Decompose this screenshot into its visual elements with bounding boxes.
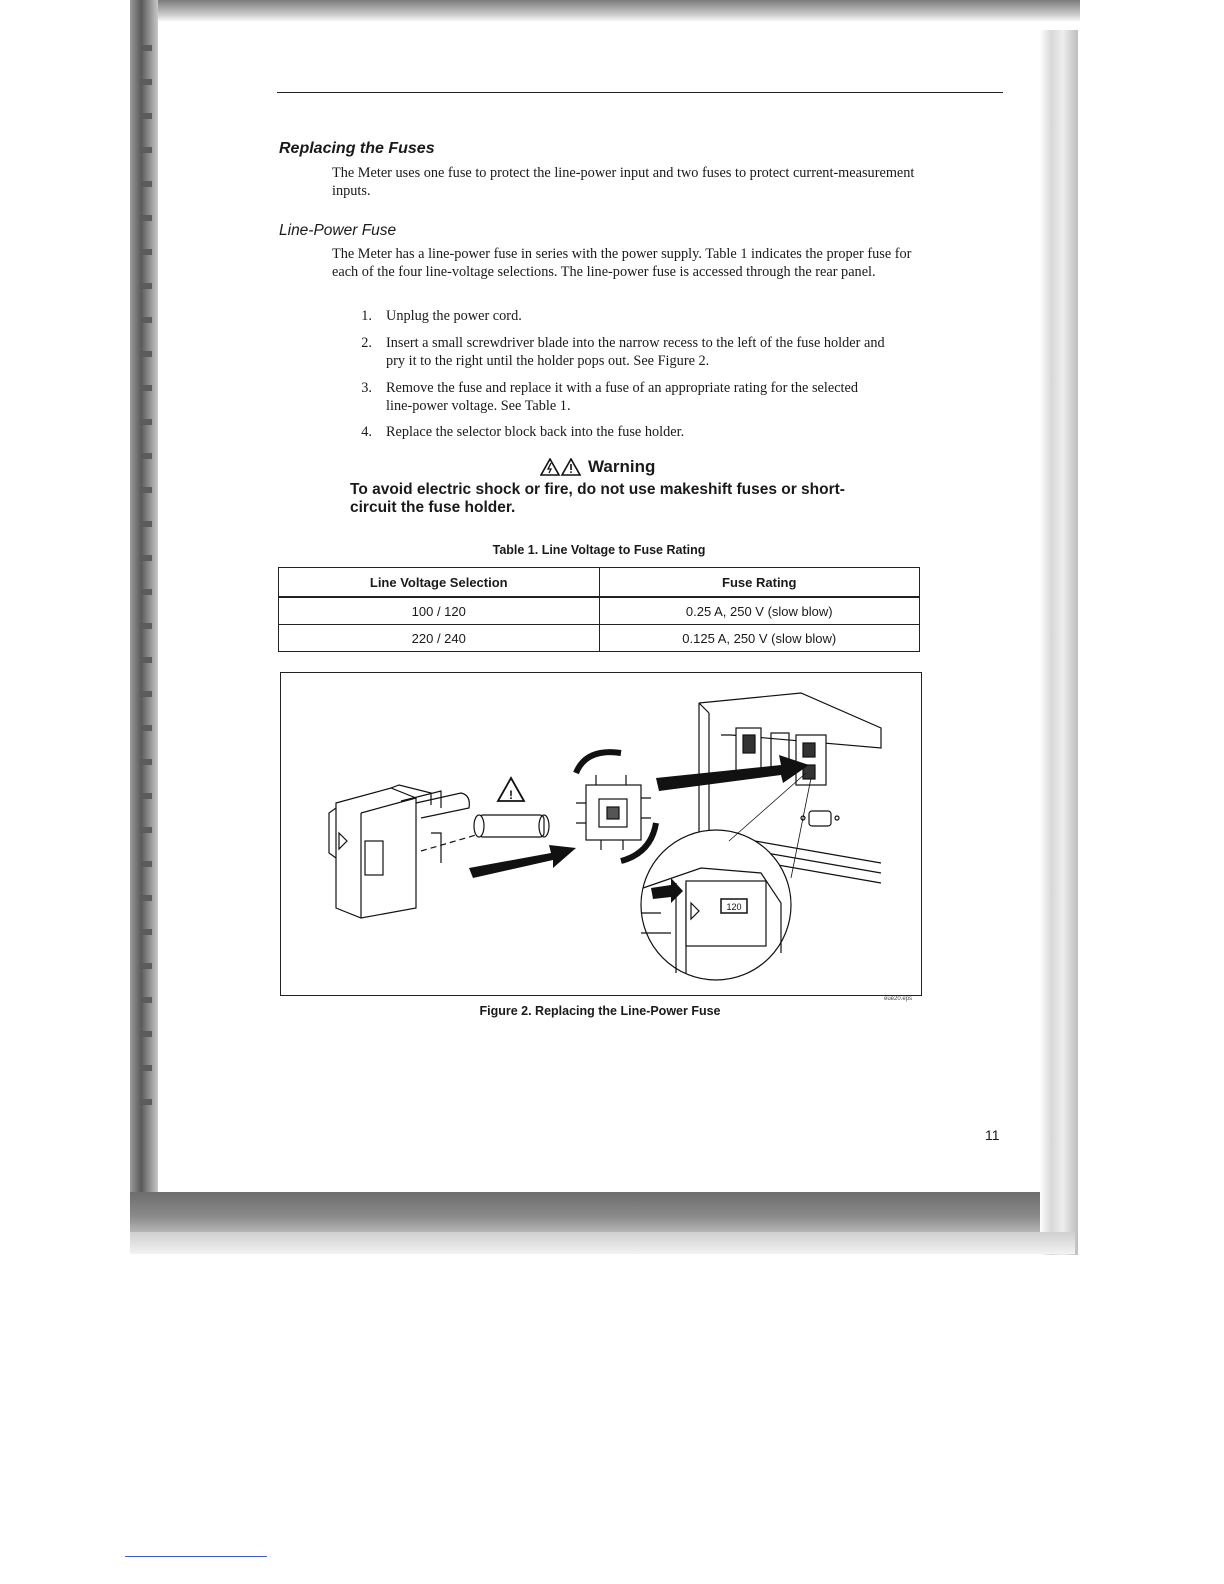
svg-text:!: ! — [509, 788, 513, 802]
step-text: Replace the selector block back into the fuse holder. — [386, 424, 685, 440]
subsection-paragraph: The Meter has a line-power fuse in series with the power supply. Table 1 indicates the proper fuse for each of the four line-voltage selections. The line-power fuse is accessed through the rear panel. — [332, 246, 912, 280]
binding-mark — [140, 657, 152, 663]
step-number: 1. — [361, 308, 372, 324]
scan-shadow-bottom-light — [130, 1232, 1075, 1254]
binding-mark — [140, 249, 152, 255]
binding-mark — [140, 895, 152, 901]
binding-mark — [140, 521, 152, 527]
table-caption: Table 1. Line Voltage to Fuse Rating — [492, 543, 706, 557]
warning-icon — [540, 458, 582, 476]
binding-mark — [140, 419, 152, 425]
figure-file-code: eue20.eps — [884, 996, 913, 1002]
binding-mark — [140, 623, 152, 629]
scan-shadow-top — [150, 0, 1080, 22]
subsection-title: Line-Power Fuse — [279, 222, 397, 239]
binding-mark — [140, 181, 152, 187]
table-header-row — [279, 568, 920, 598]
bottom-underline — [125, 1556, 267, 1557]
binding-mark — [140, 1065, 152, 1071]
warning-text: To avoid electric shock or fire, do not use makeshift fuses or short-circuit the fuse holder. — [350, 481, 845, 516]
voltage-window-label: 120 — [726, 902, 742, 912]
binding-mark — [140, 929, 152, 935]
section-title: Replacing the Fuses — [279, 140, 435, 157]
step-text: Insert a small screwdriver blade into the narrow recess to the left of the fuse holder and pry it to the right until the holder pops out. See Figure 2. — [386, 335, 885, 369]
fuse-rating-table — [278, 567, 920, 652]
binding-mark — [140, 759, 152, 765]
binding-mark — [140, 725, 152, 731]
binding-mark — [140, 283, 152, 289]
figure-caption: Figure 2. Replacing the Line-Power Fuse — [479, 1004, 721, 1018]
binding-mark — [140, 385, 152, 391]
binding-mark — [140, 113, 152, 119]
intro-paragraph: The Meter uses one fuse to protect the line-power input and two fuses to protect current-measurement inputs. — [332, 165, 915, 199]
table-cell: 0.125 A, 250 V (slow blow) — [599, 625, 920, 652]
table-cell: 0.25 A, 250 V (slow blow) — [599, 597, 920, 625]
binding-mark — [140, 147, 152, 153]
binding-mark — [140, 555, 152, 561]
binding-mark — [140, 861, 152, 867]
step-number: 2. — [361, 335, 372, 351]
page-number: 11 — [985, 1127, 1000, 1143]
table-row — [279, 625, 920, 652]
scan-shadow-right — [1040, 30, 1078, 1255]
table-cell: 100 / 120 — [279, 597, 600, 625]
column-header: Line Voltage Selection — [279, 568, 600, 598]
table-cell: 220 / 240 — [279, 625, 600, 652]
binding-mark — [140, 487, 152, 493]
fuse-replacement-illustration — [281, 673, 921, 995]
binding-mark — [140, 215, 152, 221]
binding-mark — [140, 453, 152, 459]
step-text: Unplug the power cord. — [386, 308, 522, 324]
figure-frame — [280, 672, 922, 996]
table-row — [279, 597, 920, 625]
binding-mark — [140, 317, 152, 323]
binding-mark — [140, 351, 152, 357]
header-rule — [277, 92, 1003, 93]
binding-mark — [140, 997, 152, 1003]
binding-mark — [140, 793, 152, 799]
scan-shadow-bottom — [130, 1192, 1040, 1232]
binding-mark — [140, 963, 152, 969]
warning-heading — [540, 457, 655, 477]
binding-mark — [140, 1099, 152, 1105]
binding-mark — [140, 827, 152, 833]
step-number: 4. — [361, 424, 372, 440]
binding-mark — [140, 45, 152, 51]
binding-mark — [140, 589, 152, 595]
column-header: Fuse Rating — [599, 568, 920, 598]
step-text: Remove the fuse and replace it with a fuse of an appropriate rating for the selected line-power voltage. See Table 1. — [386, 380, 858, 414]
warning-title: Warning — [588, 457, 656, 476]
binding-mark — [140, 691, 152, 697]
binding-mark — [140, 79, 152, 85]
binding-mark — [140, 1031, 152, 1037]
step-number: 3. — [361, 380, 372, 396]
